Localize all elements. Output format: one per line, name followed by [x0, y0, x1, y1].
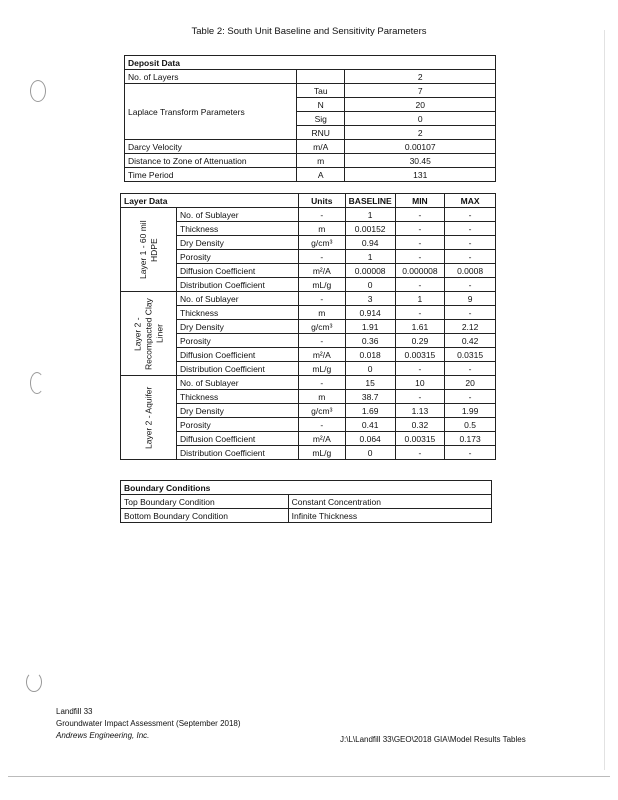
layer-min: -: [395, 390, 445, 404]
boundary-label: Top Boundary Condition: [121, 495, 289, 509]
layer-param: Distribution Coefficient: [177, 362, 299, 376]
layer-unit: -: [298, 250, 345, 264]
layer-unit: mL/g: [298, 278, 345, 292]
layer-param: Porosity: [177, 250, 299, 264]
layer-max: 9: [445, 292, 496, 306]
layer-param: No. of Sublayer: [177, 292, 299, 306]
layer-unit: m: [298, 390, 345, 404]
deposit-data-table: [124, 55, 496, 182]
laplace-param: N: [296, 98, 344, 112]
layer-param: Distribution Coefficient: [177, 278, 299, 292]
layer-group-label: Layer 2 - Recompacted Clay Liner: [121, 292, 177, 376]
layer-baseline: 1.91: [345, 320, 395, 334]
layer-param: Diffusion Coefficient: [177, 264, 299, 278]
layer-min: 1: [395, 292, 445, 306]
layer-group-label: Layer 2 - Aquifer: [121, 376, 177, 460]
layers-value: 2: [345, 70, 496, 84]
laplace-param: RNU: [296, 126, 344, 140]
layer-param: Dry Density: [177, 236, 299, 250]
layer-min: -: [395, 236, 445, 250]
layer-param: Porosity: [177, 334, 299, 348]
layer-min: -: [395, 250, 445, 264]
deposit-row-label: Darcy Velocity: [125, 140, 297, 154]
table-row: [121, 376, 496, 390]
binder-hole: [26, 672, 42, 692]
laplace-value: 20: [345, 98, 496, 112]
layer-max: -: [445, 236, 496, 250]
layer-param: Thickness: [177, 222, 299, 236]
layer-unit: g/cm³: [298, 236, 345, 250]
footer-site: Landfill 33: [56, 707, 93, 716]
layer-unit: m²/A: [298, 264, 345, 278]
layer-baseline: 0.064: [345, 432, 395, 446]
layer-baseline: 0.018: [345, 348, 395, 362]
layer-baseline: 1.69: [345, 404, 395, 418]
scan-side-line: [604, 30, 605, 770]
layer-max: 0.173: [445, 432, 496, 446]
layer-min: -: [395, 306, 445, 320]
layer-unit: m: [298, 222, 345, 236]
boundary-header: Boundary Conditions: [121, 481, 492, 495]
layer-data-header: Layer Data: [121, 194, 299, 208]
deposit-row-value: 0.00107: [345, 140, 496, 154]
layer-min: -: [395, 362, 445, 376]
col-max: MAX: [445, 194, 496, 208]
layer-unit: mL/g: [298, 446, 345, 460]
layer-param: Thickness: [177, 390, 299, 404]
layer-max: -: [445, 222, 496, 236]
layer-baseline: 0.41: [345, 418, 395, 432]
layer-param: No. of Sublayer: [177, 376, 299, 390]
layer-data-body: [121, 208, 496, 460]
layer-param: Thickness: [177, 306, 299, 320]
layer-min: -: [395, 208, 445, 222]
deposit-row-label: Time Period: [125, 168, 297, 182]
boundary-value: Constant Concentration: [288, 495, 491, 509]
layer-max: -: [445, 390, 496, 404]
layer-baseline: 0: [345, 278, 395, 292]
layer-min: -: [395, 222, 445, 236]
layer-param: Diffusion Coefficient: [177, 348, 299, 362]
layer-min: 1.13: [395, 404, 445, 418]
boundary-value: Infinite Thickness: [288, 509, 491, 523]
layer-param: Distribution Coefficient: [177, 446, 299, 460]
layer-baseline: 0.36: [345, 334, 395, 348]
col-units: Units: [298, 194, 345, 208]
layer-max: 2.12: [445, 320, 496, 334]
binder-hole: [30, 80, 46, 102]
layer-unit: -: [298, 334, 345, 348]
deposit-row-unit: m/A: [296, 140, 344, 154]
layer-baseline: 0.914: [345, 306, 395, 320]
layer-min: -: [395, 278, 445, 292]
laplace-label: Laplace Transform Parameters: [125, 84, 297, 140]
layer-max: -: [445, 362, 496, 376]
col-min: MIN: [395, 194, 445, 208]
layer-baseline: 0.00008: [345, 264, 395, 278]
layer-data-table: [120, 193, 496, 460]
layers-label: No. of Layers: [125, 70, 297, 84]
layer-baseline: 38.7: [345, 390, 395, 404]
laplace-param: Tau: [296, 84, 344, 98]
footer-report: Groundwater Impact Assessment (September 2018): [56, 719, 241, 728]
layer-unit: -: [298, 376, 345, 390]
layer-baseline: 1: [345, 250, 395, 264]
laplace-value: 0: [345, 112, 496, 126]
layer-group-label: Layer 1 - 60 mil HDPE: [121, 208, 177, 292]
page-title: Table 2: South Unit Baseline and Sensitivity Parameters: [191, 26, 427, 37]
col-baseline: BASELINE: [345, 194, 395, 208]
table-row: [121, 292, 496, 306]
layer-baseline: 3: [345, 292, 395, 306]
table-row: [121, 208, 496, 222]
scan-edge-line: [8, 776, 610, 777]
layer-baseline: 0.94: [345, 236, 395, 250]
layer-min: 0.00315: [395, 348, 445, 362]
layer-param: Dry Density: [177, 320, 299, 334]
boundary-conditions-table: [120, 480, 492, 523]
layer-min: 0.32: [395, 418, 445, 432]
layer-max: 0.5: [445, 418, 496, 432]
layer-unit: g/cm³: [298, 404, 345, 418]
layer-param: Dry Density: [177, 404, 299, 418]
layer-min: 0.000008: [395, 264, 445, 278]
footer-company: Andrews Engineering, Inc.: [56, 731, 150, 740]
layer-min: -: [395, 446, 445, 460]
layer-max: -: [445, 208, 496, 222]
layer-max: 0.0315: [445, 348, 496, 362]
layer-min: 10: [395, 376, 445, 390]
layer-param: No. of Sublayer: [177, 208, 299, 222]
layer-unit: mL/g: [298, 362, 345, 376]
layer-baseline: 1: [345, 208, 395, 222]
binder-hole: [30, 372, 44, 394]
layer-baseline: 0.00152: [345, 222, 395, 236]
laplace-value: 2: [345, 126, 496, 140]
layer-min: 0.29: [395, 334, 445, 348]
layer-param: Diffusion Coefficient: [177, 432, 299, 446]
layer-max: -: [445, 250, 496, 264]
layer-max: -: [445, 306, 496, 320]
layer-baseline: 0: [345, 362, 395, 376]
deposit-row-value: 30.45: [345, 154, 496, 168]
deposit-row-value: 131: [345, 168, 496, 182]
layer-unit: m: [298, 306, 345, 320]
layer-unit: -: [298, 208, 345, 222]
layer-baseline: 0: [345, 446, 395, 460]
layer-unit: m²/A: [298, 432, 345, 446]
layer-unit: -: [298, 418, 345, 432]
laplace-param: Sig: [296, 112, 344, 126]
boundary-label: Bottom Boundary Condition: [121, 509, 289, 523]
deposit-row-label: Distance to Zone of Attenuation: [125, 154, 297, 168]
layer-unit: -: [298, 292, 345, 306]
layer-min: 0.00315: [395, 432, 445, 446]
layer-min: 1.61: [395, 320, 445, 334]
layer-unit: m²/A: [298, 348, 345, 362]
deposit-row-unit: m: [296, 154, 344, 168]
deposit-header: Deposit Data: [125, 56, 496, 70]
layer-max: 0.0008: [445, 264, 496, 278]
layer-max: -: [445, 278, 496, 292]
layer-max: -: [445, 446, 496, 460]
laplace-value: 7: [345, 84, 496, 98]
layer-baseline: 15: [345, 376, 395, 390]
layer-unit: g/cm³: [298, 320, 345, 334]
footer-path: J:\L\Landfill 33\GEO\2018 GIA\Model Results Tables: [340, 735, 526, 744]
layer-param: Porosity: [177, 418, 299, 432]
layer-max: 20: [445, 376, 496, 390]
layer-max: 0.42: [445, 334, 496, 348]
deposit-row-unit: A: [296, 168, 344, 182]
footer-left: [56, 706, 241, 742]
layer-max: 1.99: [445, 404, 496, 418]
